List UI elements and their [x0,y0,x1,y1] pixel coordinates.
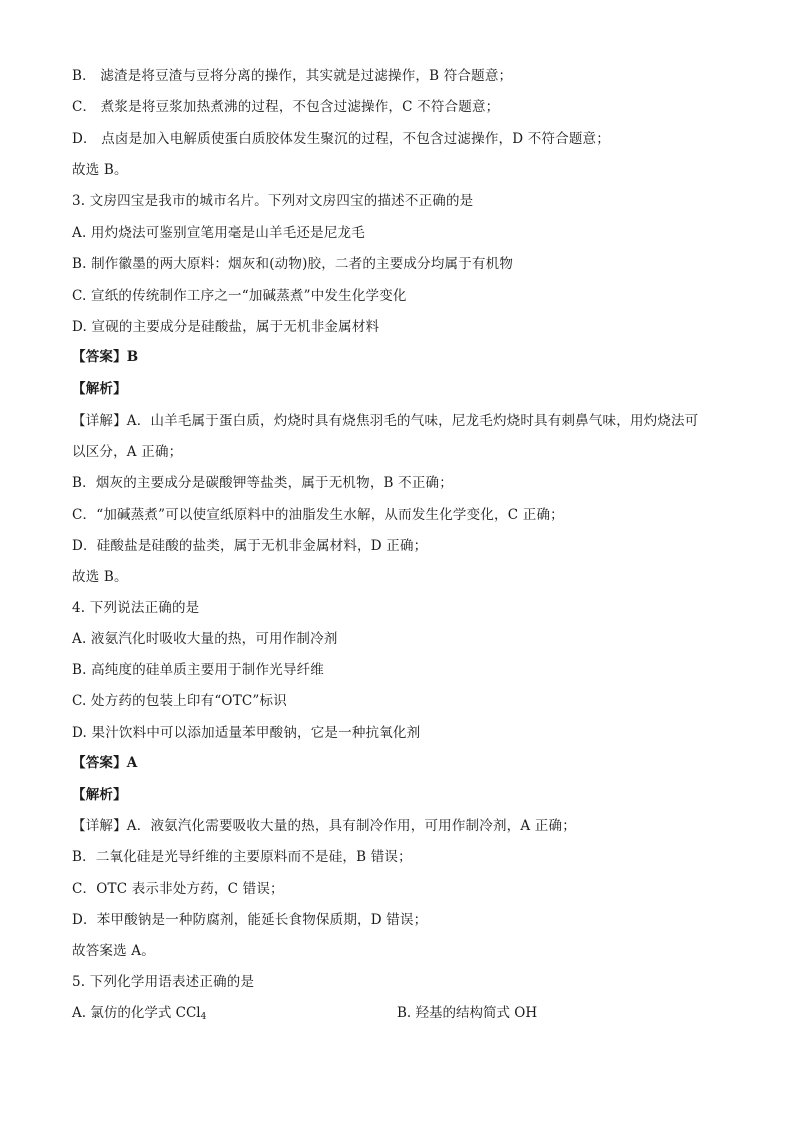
analysis-label: 【解析】 [72,787,127,803]
text-line: 故选 B。 [72,162,128,178]
text-line: 故答案选 A。 [72,943,155,959]
text-line: 【详解】A．山羊毛属于蛋白质，灼烧时具有烧焦羽毛的气味，尼龙毛灼烧时具有刺鼻气味，用灼烧法可 [72,413,699,429]
text-line: B．二氧化硅是光导纤维的主要原料而不是硅，B 错误； [72,849,412,865]
option-a [72,1004,206,1026]
text-line: D． 点卤是加入电解质使蛋白质胶体发生聚沉的过程，不包含过滤操作，D 不符合题意； [72,131,610,147]
question-title: 4. 下列说法正确的是 [72,600,200,616]
option-line: A. 液氨汽化时吸收大量的热，可用作制冷剂 [72,631,338,647]
question-title: 5. 下列化学用语表述正确的是 [72,974,255,990]
option-line: B. 高纯度的硅单质主要用于制作光导纤维 [72,662,325,678]
option-line: C. 宣纸的传统制作工序之一“加碱蒸煮”中发生化学变化 [72,288,407,304]
analysis-label: 【解析】 [72,381,127,397]
text-line: B． 滤渣是将豆渣与豆将分离的操作，其实就是过滤操作，B 符合题意； [72,68,513,84]
subscript: 4 [200,1012,207,1022]
option-line: D. 果汁饮料中可以添加适量苯甲酸钠，它是一种抗氧化剂 [72,725,421,741]
option-b: B. 羟基的结构简式 OH [397,1005,538,1021]
option-a-text: A. 氯仿的化学式 CCl [72,1005,201,1021]
text-line: 【详解】A．液氨汽化需要吸收大量的热，具有制冷作用，可用作制冷剂，A 正确； [72,818,576,834]
option-line: D. 宣砚的主要成分是硅酸盐，属于无机非金属材料 [72,319,380,335]
text-line: B．烟灰的主要成分是碳酸钾等盐类，属于无机物，B 不正确； [72,475,453,491]
text-line: D．苯甲酸钠是一种防腐剂，能延长食物保质期，D 错误； [72,912,428,928]
text-line: C．OTC 表示非处方药，C 错误； [72,881,284,897]
option-line: A. 用灼烧法可鉴别宣笔用毫是山羊毛还是尼龙毛 [72,225,365,241]
option-line: B. 制作徽墨的两大原料：烟灰和(动物)胶，二者的主要成分均属于有机物 [72,256,514,272]
text-line: C．“加碱蒸煮”可以使宣纸原料中的油脂发生水解，从而发生化学变化，C 正确； [72,507,564,523]
text-line: C． 煮浆是将豆浆加热煮沸的过程，不包含过滤操作，C 不符合题意； [72,99,500,115]
option-line: C. 处方药的包装上印有“OTC”标识 [72,693,287,709]
answer-label: 【答案】B [72,349,139,365]
answer-label: 【答案】A [72,755,138,771]
question-title: 3. 文房四宝是我市的城市名片。下列对文房四宝的描述不正确的是 [72,193,474,209]
text-line: 以区分，A 正确； [72,444,183,460]
text-line: D．硅酸盐是硅酸的盐类，属于无机非金属材料，D 正确； [72,538,428,554]
text-line: 故选 B。 [72,569,128,585]
